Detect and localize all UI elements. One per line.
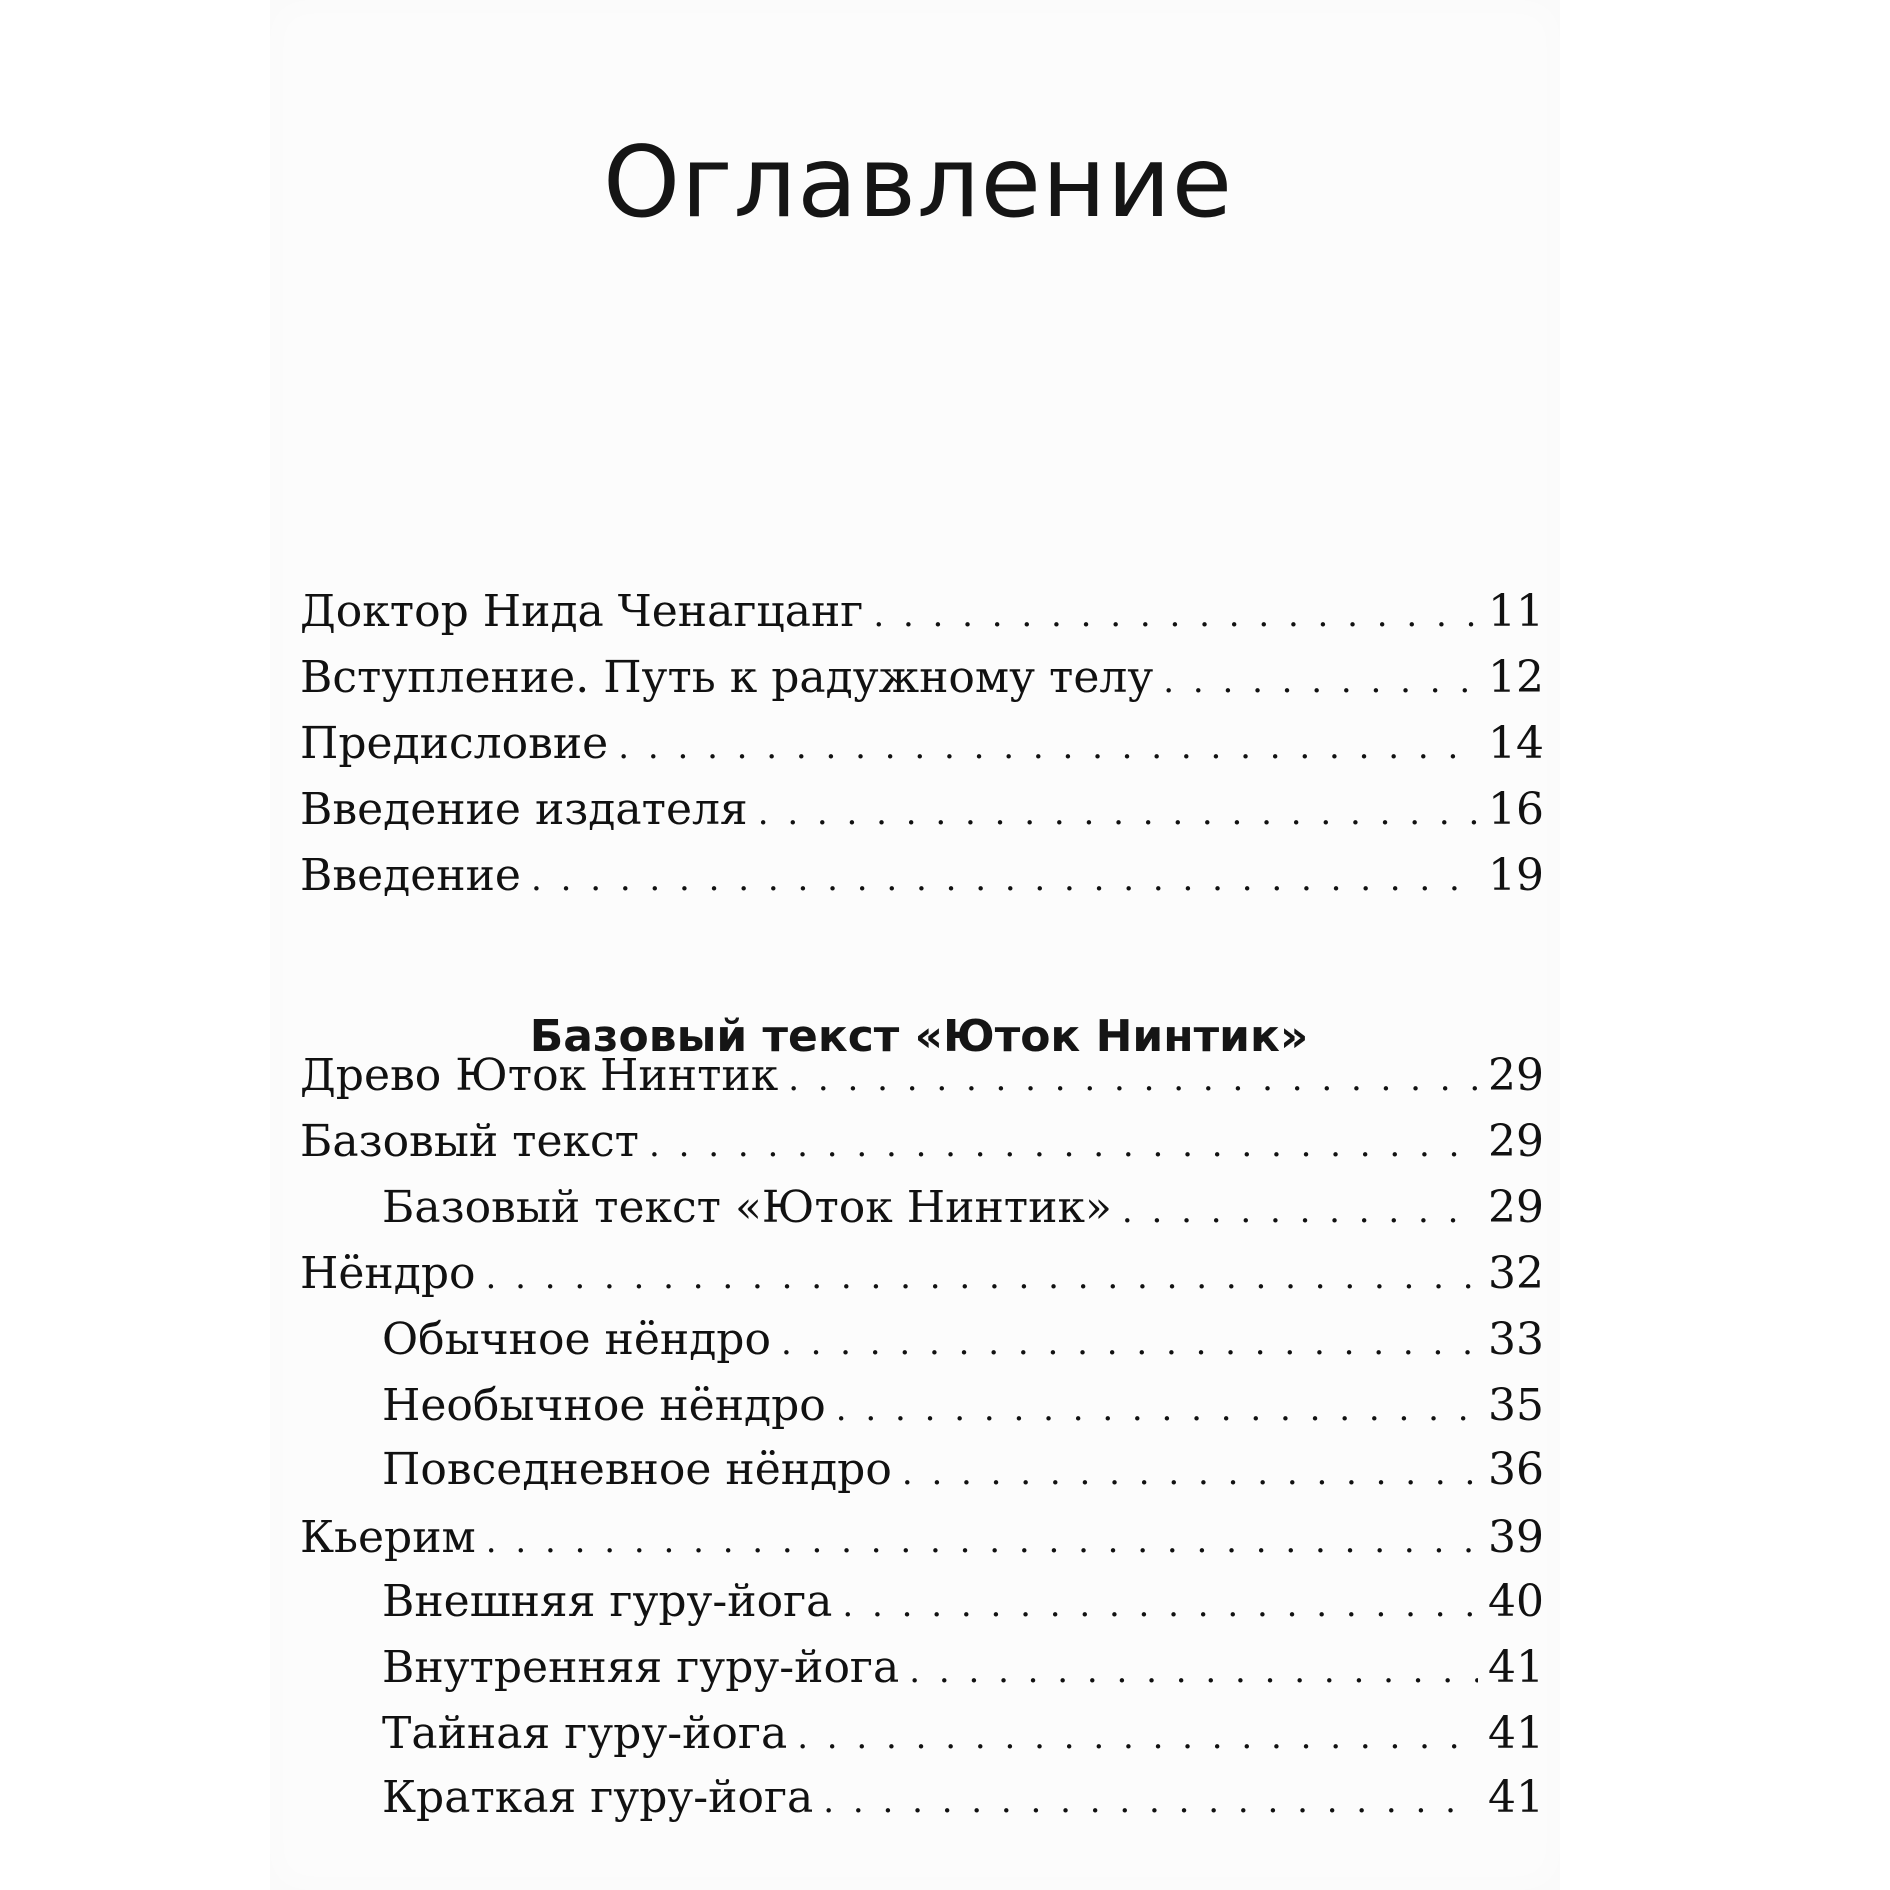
toc-leader-dots: [486, 1511, 1478, 1571]
toc-leader-dots: [836, 1379, 1478, 1439]
toc-entry[interactable]: [300, 714, 1544, 774]
toc-entry-label: Внутренняя гуру-йога: [382, 1642, 900, 1693]
toc-entry-label: Базовый текст: [300, 1116, 640, 1167]
toc-leader-dots: [1163, 651, 1478, 711]
toc-entry[interactable]: [300, 582, 1544, 642]
toc-subentry[interactable]: [300, 1704, 1544, 1764]
toc-page-number: 41: [1488, 1772, 1544, 1823]
toc-subentry[interactable]: [300, 1440, 1544, 1500]
toc-page-number: 35: [1488, 1380, 1544, 1431]
toc-subentry[interactable]: [300, 1572, 1544, 1632]
toc-subentry[interactable]: [300, 1376, 1544, 1436]
toc-entry-label: Введение: [300, 850, 521, 901]
toc-entry-label: Доктор Нида Ченагцанг: [300, 586, 864, 637]
toc-leader-dots: [531, 849, 1478, 909]
toc-page-number: 41: [1488, 1708, 1544, 1759]
toc-entry-label: Древо Юток Нинтик: [300, 1050, 779, 1101]
toc-entry[interactable]: [300, 846, 1544, 906]
section-heading: Базовый текст «Юток Нинтик»: [529, 1010, 1309, 1062]
toc-page-number: 19: [1488, 850, 1544, 901]
toc-page-number: 39: [1488, 1512, 1544, 1563]
toc-entry-label: Базовый текст «Юток Нинтик»: [382, 1182, 1112, 1233]
toc-entry-label: Нёндро: [300, 1248, 476, 1299]
toc-subentry[interactable]: [300, 1638, 1544, 1698]
toc-leader-dots: [485, 1247, 1478, 1307]
toc-entry[interactable]: [300, 1508, 1544, 1568]
toc-leader-dots: [788, 1049, 1478, 1109]
toc-entry-label: Введение издателя: [300, 784, 748, 835]
toc-page-number: 12: [1488, 652, 1544, 703]
toc-leader-dots: [842, 1575, 1478, 1635]
toc-subentry[interactable]: [300, 1178, 1544, 1238]
toc-page-number: 32: [1488, 1248, 1544, 1299]
toc-entry-label: Краткая гуру-йога: [382, 1772, 814, 1823]
toc-entry-label: Предисловие: [300, 718, 609, 769]
toc-page-number: 16: [1488, 784, 1544, 835]
toc-leader-dots: [618, 717, 1478, 777]
toc-entry-label: Внешняя гуру-йога: [382, 1576, 833, 1627]
toc-page-number: 29: [1488, 1116, 1544, 1167]
toc-entry[interactable]: [300, 780, 1544, 840]
toc-leader-dots: [1122, 1181, 1478, 1241]
toc-entry-label: Повседневное нёндро: [382, 1444, 892, 1495]
toc-entry-label: Тайная гуру-йога: [382, 1708, 788, 1759]
toc-leader-dots: [823, 1771, 1478, 1831]
toc-leader-dots: [873, 585, 1478, 645]
toc-page-number: 29: [1488, 1182, 1544, 1233]
toc-entry-label: Необычное нёндро: [382, 1380, 826, 1431]
toc-entry-label: Вступление. Путь к радужному телу: [300, 652, 1154, 703]
toc-leader-dots: [758, 783, 1478, 843]
toc-page-number: 29: [1488, 1050, 1544, 1101]
toc-entry[interactable]: [300, 1046, 1544, 1106]
page-title: Оглавление: [602, 125, 1234, 240]
toc-entry-label: Кьерим: [300, 1512, 476, 1563]
toc-page-number: 11: [1488, 586, 1544, 637]
toc-leader-dots: [797, 1707, 1478, 1767]
toc-leader-dots: [909, 1641, 1478, 1701]
toc-leader-dots: [902, 1443, 1478, 1503]
toc-subentry[interactable]: [300, 1310, 1544, 1370]
toc-entry[interactable]: [300, 1244, 1544, 1304]
toc-subentry[interactable]: [300, 1768, 1544, 1828]
toc-leader-dots: [781, 1313, 1478, 1373]
toc-entry[interactable]: [300, 648, 1544, 708]
toc-entry-label: Обычное нёндро: [382, 1314, 771, 1365]
toc-page-number: 41: [1488, 1642, 1544, 1693]
toc-page-number: 36: [1488, 1444, 1544, 1495]
toc-page-number: 40: [1488, 1576, 1544, 1627]
toc-page-number: 33: [1488, 1314, 1544, 1365]
toc-page-number: 14: [1488, 718, 1544, 769]
toc-entry[interactable]: [300, 1112, 1544, 1172]
toc-leader-dots: [649, 1115, 1478, 1175]
